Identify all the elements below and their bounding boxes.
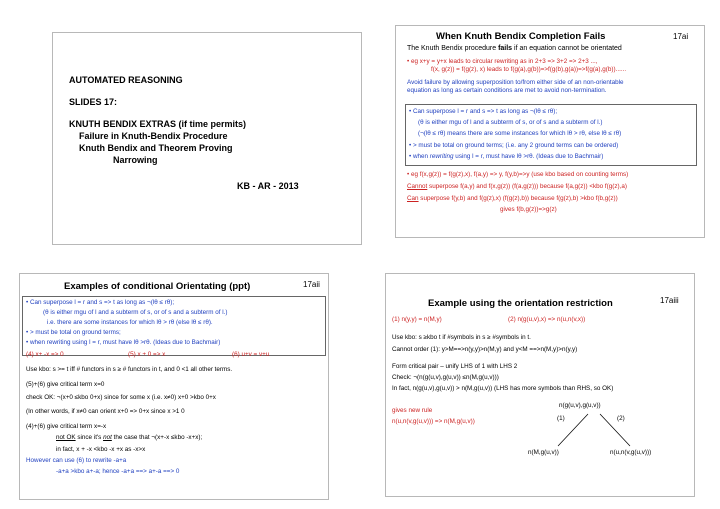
slide3-critical-line6: in fact, x + -x <kbo -x +x as -x>x: [56, 446, 146, 453]
slide4-derivation-tree-lines: [386, 274, 696, 498]
slide2-box-line2: (θ is either mgu of l and a subterm of s, or of s and a subterm of l.): [418, 119, 603, 126]
slide3-equation-5: (5) x + 0 => x: [128, 351, 166, 358]
slide2-avoid-line2: equation as long as certain conditions are met to avoid non-termination.: [407, 87, 607, 94]
slide3-page-number: 17aii: [303, 280, 320, 289]
slide3-hence-line: -a+a >kbo a+-a; hence -a+a ==> a+-a ==> 0: [56, 468, 180, 475]
slide3-title: Examples of conditional Orientating (ppt): [64, 281, 251, 292]
slide4-tree-edge-label-2: (2): [617, 415, 625, 422]
slide3-kbo-definition: Use kbo: s >= t iff # functors in s ≥ # functors in t, and 0 <1 all other terms.: [26, 366, 233, 373]
slide4-form-line3: In fact, n(g(u,v),g(u,v)) > n(M,g(u,v)) (LHS has more symbols than RHS, so OK): [392, 385, 614, 392]
slide3-box-line2: (θ is either mgu of l and a subterm of s, or of s and a subterm of l.): [43, 309, 228, 316]
slide2-intro: The Knuth Bendix procedure fails if an equation cannot be orientated: [407, 45, 622, 52]
slide3-equation-4: (4) x+ -x => 0: [26, 351, 64, 358]
slide3-critical-line1: (5)+(6) give critical term x=0: [26, 381, 105, 388]
slide3-however-line: However can use (6) to rewrite -a+a: [26, 457, 127, 464]
slide2-page-number: 17ai: [673, 32, 689, 41]
slide3-equation-6: (6) u+v = v+u: [232, 351, 270, 358]
slide3-conditions-box: [22, 296, 326, 356]
slide1-subtitle: SLIDES 17:: [69, 97, 118, 107]
slide3-critical-line5: not OK since it's not the case that ¬(x+-x ≤kbo -x+x);: [56, 434, 203, 441]
slide4-form-line1: Form critical pair – unify LHS of 1 with LHS 2: [392, 363, 518, 370]
slide4-tree-edge-label-1: (1): [557, 415, 565, 422]
slide4-title: Example using the orientation restriction: [428, 298, 613, 309]
tree-edge-right: [600, 414, 630, 446]
slide4-equation-2: (2) n(g(u,v),x) => n(u,n(v,x)): [508, 316, 586, 323]
slide2-avoid-line1: Avoid failure by allowing superposition to/from either side of an non-orientable: [407, 79, 624, 86]
slide4-tree-root: n(g(u,v),g(u,v)): [559, 402, 601, 409]
slide-2: [395, 25, 705, 238]
slide2-box-line3: (¬(lθ ≤ rθ) means there are some instances for which lθ > rθ, else lθ ≤ rθ): [418, 130, 622, 137]
slide2-example-line2: f(x, g(z)) = f(g(z), x) leads to f(g(a),g(b))=>f(g(b),g(a))=>f(g(a),g(b))......: [431, 66, 627, 73]
slide3-box-line5: • when rewriting using l = r, must have lθ >rθ. (Ideas due to Bachmair): [26, 339, 221, 346]
slide4-new-rule-label: gives new rule: [392, 407, 433, 414]
slide2-rule-line4: gives f(b,g(z))=>g(z): [500, 206, 557, 213]
slide3-critical-line2: check OK: ¬(x+0 ≤kbo 0+x) since for some x (i.e. x≠0) x+0 >kbo 0+x: [26, 394, 216, 401]
slide1-title: AUTOMATED REASONING: [69, 75, 183, 85]
slide2-box-line1: • Can superpose l = r and s => t as long as ¬(lθ ≤ rθ);: [409, 108, 558, 115]
slide3-critical-line3: (In other words, if x≠0 can orient x+0 => 0+x since x >1 0: [26, 408, 185, 415]
slide1-heading: KNUTH BENDIX EXTRAS (if time permits): [69, 119, 247, 129]
slide-3: [19, 273, 329, 500]
slide4-new-rule: n(u,n(v,g(u,v))) => n(M,g(u,v)): [392, 418, 475, 425]
slide4-kbo-line1: Use kbo: s ≥kbo t if #symbols in s ≥ #symbols in t.: [392, 334, 531, 341]
slide4-tree-right-node: n(u,n(v,g(u,v))): [610, 449, 652, 456]
slide4-tree-left-node: n(M,g(u,v)): [528, 449, 559, 456]
slide1-line1: Failure in Knuth-Bendix Procedure: [79, 131, 228, 141]
slide4-kbo-line2: Cannot order (1): y>M==>n(y,y)>n(M,y) and y<M ==>n(M,y)>n(y,y): [392, 346, 578, 353]
slide3-box-line3: i.e. there are some instances for which lθ > rθ (else lθ ≤ rθ).: [47, 319, 213, 326]
slide4-equation-1: (1) n(y,y) = n(M,y): [392, 316, 442, 323]
slide1-line3: Narrowing: [113, 155, 158, 165]
slide2-example-line1: • eg x+y = y+x leads to circular rewriting as in 2+3 => 3+2 => 2+3 ...,: [407, 58, 598, 65]
slide3-critical-line4: (4)+(6) give critical term x=-x: [26, 423, 107, 430]
slide2-box-line5: • when rewriting using l = r, must have lθ >rθ. (Ideas due to Bachmair): [409, 153, 604, 160]
slide2-rule-line1: • eg f(x,g(z)) = f(g(z),x), f(a,y) => y, f(y,b)=>y (use kbo based on counting terms): [407, 171, 629, 178]
slide3-box-line4: • > must be total on ground terms;: [26, 329, 121, 336]
slide-1: [52, 32, 362, 245]
slide2-box-line4: • > must be total on ground terms; (i.e. any 2 ground terms can be ordered): [409, 142, 619, 149]
slide2-rule-line2: Cannot superpose f(a,y) and f(x,g(z)) (f(a,g(z))) because f(a,g(z)) <kbo f(g(z),a): [407, 183, 627, 190]
slide4-page-number: 17aiii: [660, 296, 679, 305]
slide2-title: When Knuth Bendix Completion Fails: [436, 31, 606, 42]
slide3-box-line1: • Can superpose l = r and s => t as long as ¬(lθ ≤ rθ);: [26, 299, 175, 306]
slide1-footer: KB - AR - 2013: [237, 181, 299, 191]
slide2-rule-line3: Can superpose f(y,b) and f(g(z),x) (f(g(z),b)) because f(g(z),b) >kbo f(b,g(z)): [407, 195, 618, 202]
slide-4: [385, 273, 695, 497]
slide2-conditions-box: [405, 104, 697, 166]
slide1-line2: Knuth Bendix and Theorem Proving: [79, 143, 233, 153]
slide4-form-line2: Check: ¬(n(g(u,v),g(u,v)) ≤n(M,g(u,v))): [392, 374, 499, 381]
